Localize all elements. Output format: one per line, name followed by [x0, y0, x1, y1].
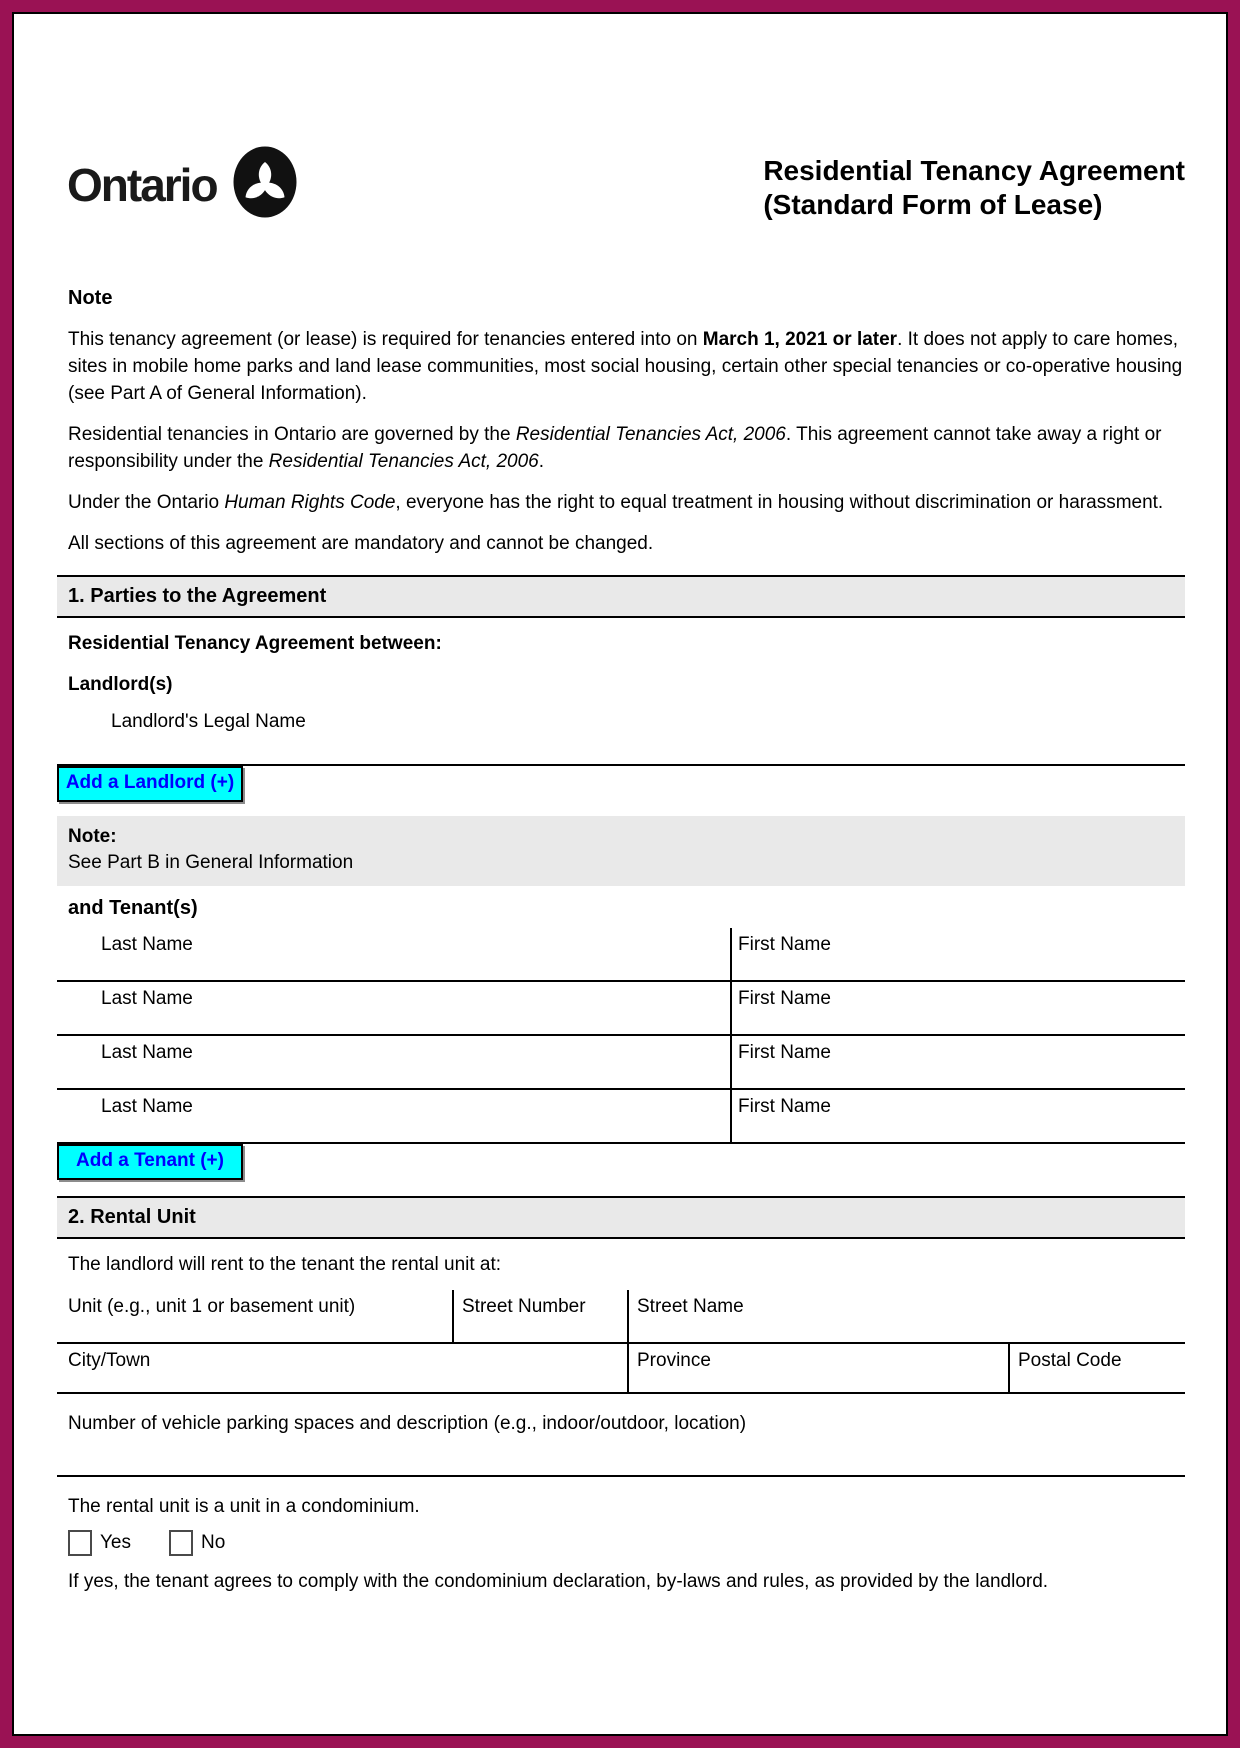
tenant-2-last-name-field[interactable]: [57, 982, 730, 1034]
tenant-1-last-name-field[interactable]: [57, 928, 730, 980]
address-row-1: [57, 1290, 1185, 1342]
condominium-statement: The rental unit is a unit in a condominium.: [68, 1496, 420, 1517]
condominium-section-rule: [57, 1475, 1185, 1477]
ontario-wordmark: Ontario: [67, 158, 217, 211]
tenant-2-first-name-label: First Name: [738, 988, 831, 1009]
tenant-1-first-name-field[interactable]: [730, 928, 1185, 980]
agreement-between-label: Residential Tenancy Agreement between:: [68, 633, 442, 654]
tenants-heading: and Tenant(s): [68, 897, 198, 919]
add-tenant-button[interactable]: Add a Tenant (+): [57, 1144, 243, 1180]
tenant-3-first-name-field[interactable]: [730, 1036, 1185, 1088]
add-landlord-button[interactable]: Add a Landlord (+): [57, 766, 243, 802]
tenant-row-4: [57, 1088, 1185, 1142]
condo-yes-checkbox[interactable]: [68, 1530, 92, 1556]
tenant-3-last-name-field[interactable]: [57, 1036, 730, 1088]
part-b-note-text: See Part B in General Information: [68, 852, 354, 873]
tenant-row-2: [57, 980, 1185, 1034]
condo-no-checkbox[interactable]: [169, 1530, 193, 1556]
tenant-4-last-name-label: Last Name: [101, 1096, 193, 1117]
document-sheet: [12, 12, 1228, 1736]
parking-spaces-label: Number of vehicle parking spaces and description (e.g., indoor/outdoor, location): [68, 1413, 747, 1434]
province-field[interactable]: [627, 1344, 1008, 1392]
section-2-header: 2. Rental Unit: [57, 1196, 1185, 1239]
landlord-legal-name-label: Landlord's Legal Name: [111, 711, 306, 732]
tenant-row-3: [57, 1034, 1185, 1088]
unit-label: Unit (e.g., unit 1 or basement unit): [68, 1296, 356, 1317]
tenant-4-first-name-field[interactable]: [730, 1090, 1185, 1142]
ontario-trillium-icon: [233, 146, 297, 223]
address-row-2: [57, 1342, 1185, 1394]
tenant-table: [57, 928, 1185, 1142]
city-town-field[interactable]: [57, 1344, 627, 1392]
tenant-4-last-name-field[interactable]: [57, 1090, 730, 1142]
condo-yes-label: Yes: [100, 1532, 131, 1553]
condominium-note: If yes, the tenant agrees to comply with the condominium declaration, by-laws and rules, as provided by the landlord.: [68, 1571, 1049, 1592]
tenant-2-first-name-field[interactable]: [730, 982, 1185, 1034]
landlord-legal-name-field[interactable]: [57, 710, 1185, 734]
condominium-choice-row: [57, 1530, 1185, 1556]
section-1-header: 1. Parties to the Agreement: [57, 575, 1185, 618]
street-number-label: Street Number: [462, 1296, 586, 1317]
tenant-1-last-name-label: Last Name: [101, 934, 193, 955]
tenant-1-first-name-label: First Name: [738, 934, 831, 955]
rental-unit-intro: The landlord will rent to the tenant the rental unit at:: [68, 1254, 502, 1275]
tenant-3-first-name-label: First Name: [738, 1042, 831, 1063]
city-town-label: City/Town: [68, 1350, 151, 1371]
note-paragraph-2: Residential tenancies in Ontario are governed by the Residential Tenancies Act, 2006. This agreement cannot take away a right or responsibility under the Residential Tenancies Act, 2006.: [68, 424, 1162, 472]
landlords-heading: Landlord(s): [68, 674, 173, 695]
tenant-3-last-name-label: Last Name: [101, 1042, 193, 1063]
note-paragraph-4: All sections of this agreement are mandatory and cannot be changed.: [68, 533, 654, 554]
province-label: Province: [637, 1350, 711, 1371]
postal-code-field[interactable]: [1008, 1344, 1185, 1392]
unit-field[interactable]: [57, 1290, 452, 1342]
note-heading: Note: [68, 287, 113, 309]
street-number-field[interactable]: [452, 1290, 627, 1342]
street-name-label: Street Name: [637, 1296, 744, 1317]
document-title-line1: Residential Tenancy Agreement: [763, 155, 1185, 186]
note-paragraph-3: Under the Ontario Human Rights Code, everyone has the right to equal treatment in housing without discrimination or harassment.: [68, 492, 1164, 513]
document-title: [763, 154, 1185, 222]
part-b-note-heading: Note:: [68, 826, 117, 847]
tenant-4-first-name-label: First Name: [738, 1096, 831, 1117]
postal-code-label: Postal Code: [1018, 1350, 1122, 1371]
street-name-field[interactable]: [627, 1290, 1185, 1342]
tenant-2-last-name-label: Last Name: [101, 988, 193, 1009]
condo-no-label: No: [201, 1532, 226, 1553]
note-paragraph-1: This tenancy agreement (or lease) is required for tenancies entered into on March 1, 2021 or later. It does not apply to care homes, sites in mobile home parks and land lease communities, most social housing, certain other special tenancies or co-operative housing (see Part A of General Information).: [68, 329, 1183, 404]
document-header: [57, 146, 1185, 223]
parking-spaces-field[interactable]: [57, 1410, 1185, 1437]
document-title-line2: (Standard Form of Lease): [763, 189, 1103, 220]
part-b-note-box: [57, 816, 1185, 886]
ontario-brand: [57, 146, 297, 223]
tenant-row-1: [57, 928, 1185, 980]
